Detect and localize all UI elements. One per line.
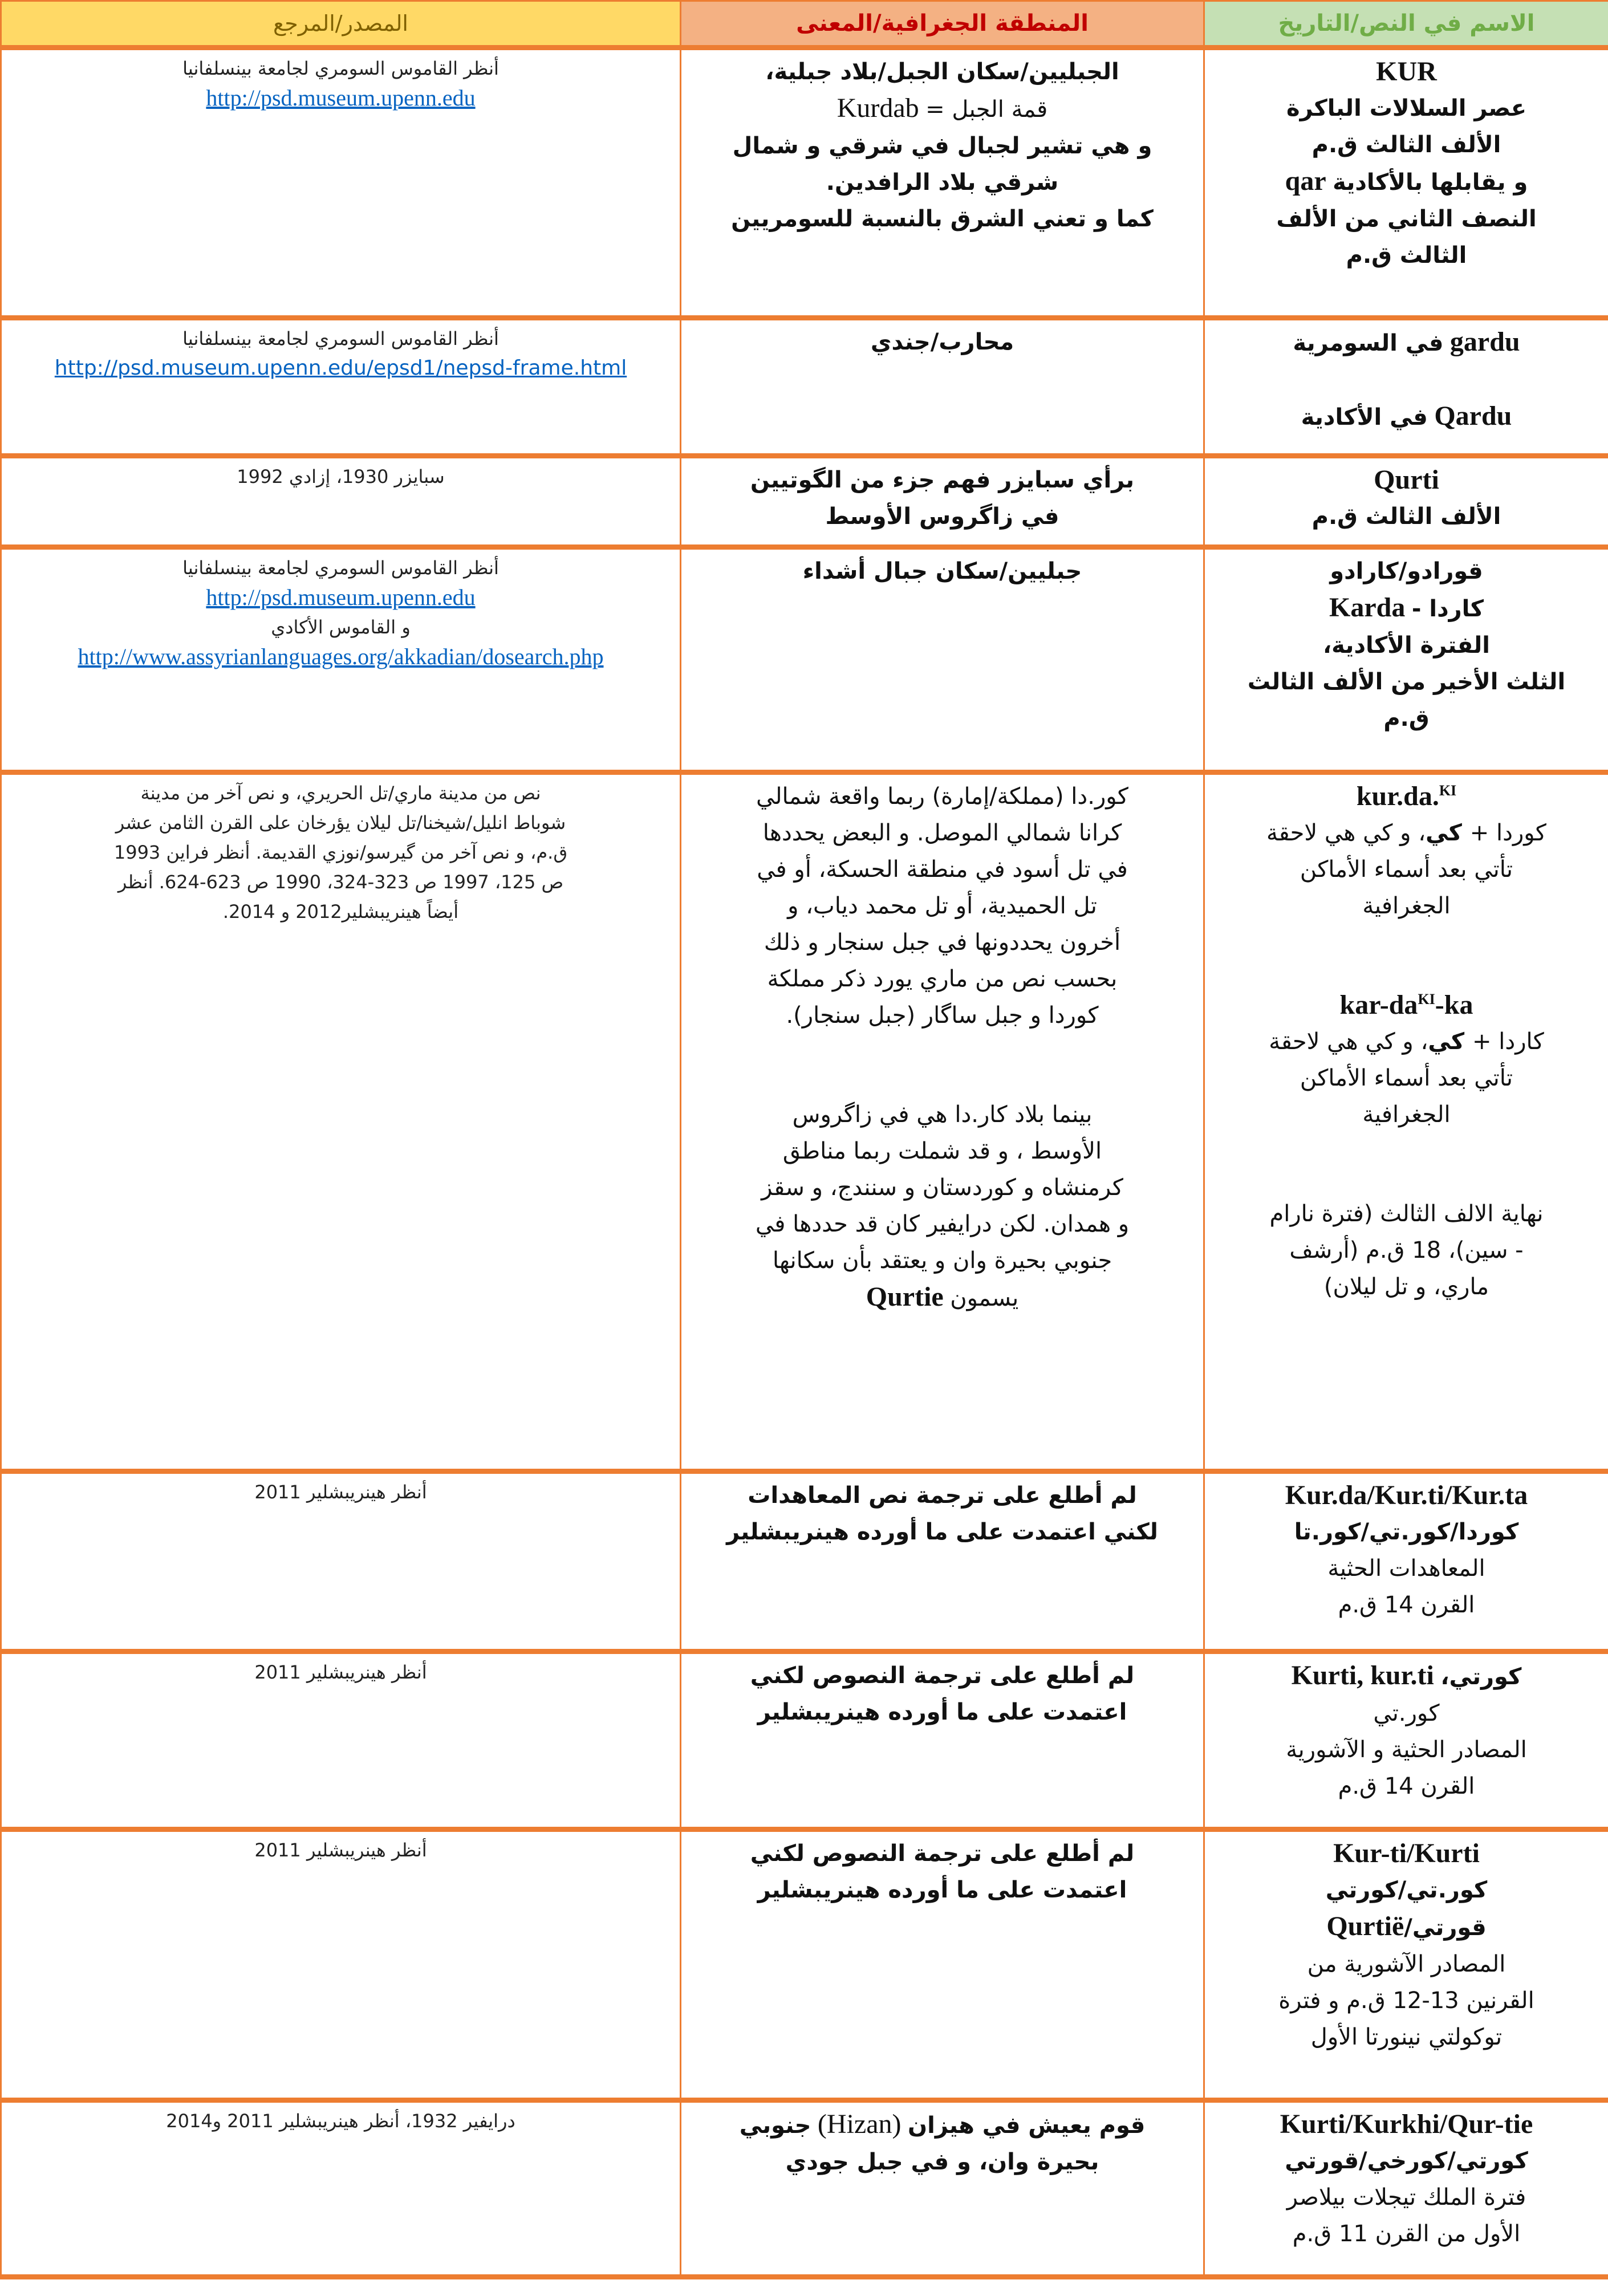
geo-line: و همدان. لكن درايفير كان قد حددها في [755, 1211, 1130, 1237]
source-text: أيضاً هينريبشلير2012 و 2014. [222, 901, 459, 923]
source-text: أنظر هينريبشلير 2011 [254, 1839, 427, 1861]
name-line: - سين)، 18 ق.م (أرشف [1289, 1237, 1524, 1263]
term-qurtie: Qurtië [1326, 1911, 1404, 1941]
header-region-meaning [681, 1, 1204, 48]
term-kur-ti: Kur-ti/Kurti [1333, 1838, 1480, 1868]
geo-line: تل الحميدية، أو تل محمد دياب، و [787, 893, 1097, 919]
name-line: تأتي بعد أسماء الأماكن [1300, 1065, 1513, 1091]
name-line: ، و كي هي لاحقة [1266, 820, 1426, 846]
name-line: توكولتي نينورتا الأول [1310, 2024, 1503, 2050]
term-kurti: Kurti, kur.ti [1291, 1660, 1434, 1690]
source-text: أنظر القاموس السومري لجامعة بينسلفانيا [182, 557, 499, 579]
term-qardu: Qardu [1434, 401, 1512, 431]
source-cell [1, 1652, 681, 1830]
name-line: نهاية الالف الثالث (فترة نارام [1269, 1201, 1544, 1227]
source-cell [1, 547, 681, 773]
name-cell [1204, 1652, 1608, 1830]
table-header-row [1, 1, 1608, 48]
source-text: نص من مدينة ماري/تل الحريري، و نص آخر من مدينة [140, 782, 541, 804]
term-hizan: (Hizan) [817, 2109, 902, 2139]
name-cell [1204, 1830, 1608, 2100]
name-line: الثالث ق.م [1346, 242, 1467, 269]
name-line: كورتي/كورخي/قورتي [1285, 2148, 1528, 2174]
source-link[interactable]: http://psd.museum.upenn.edu [206, 584, 476, 610]
term-gardu: gardu [1449, 327, 1520, 357]
geo-cell [681, 1830, 1204, 2100]
name-line: كاردا - [1411, 596, 1484, 622]
suffix-ki: كي [1426, 820, 1462, 846]
geo-line: قوم يعيش في هيزان [908, 2112, 1146, 2139]
name-line: القرنين 13-12 ق.م و فترة [1278, 1988, 1534, 2014]
source-text: شوباط انليل/شيخنا/تل ليلان يؤرخان على القرن الثامن عشر [115, 812, 566, 834]
geo-cell [681, 547, 1204, 773]
table-row [1, 773, 1608, 1472]
name-line: المصادر الحثية و الآشورية [1286, 1737, 1527, 1763]
term-suffix: -ka [1435, 990, 1473, 1020]
source-cell [1, 318, 681, 456]
geo-cell [681, 773, 1204, 1472]
geo-line: في زاگروس الأوسط [825, 503, 1059, 530]
name-cell [1204, 547, 1608, 773]
geo-line: اعتمدت على ما أورده هينريبشلير [757, 1699, 1127, 1725]
geo-line: شرقي بلاد الرافدين. [826, 169, 1059, 196]
name-line: تأتي بعد أسماء الأماكن [1300, 856, 1513, 883]
geo-line: لكني اعتمدت على ما أورده هينريبشلير [726, 1519, 1158, 1545]
source-text: سبايزر 1930، إزادي 1992 [237, 466, 445, 487]
geo-line: الأوسط ، و قد شملت ربما مناطق [782, 1138, 1102, 1164]
name-line: المصادر الآشورية من [1307, 1951, 1506, 1977]
header-name-label: الاسم في النص/التاريخ [1278, 10, 1535, 36]
name-line: النصف الثاني من الألف [1276, 206, 1537, 232]
source-text: أنظر هينريبشلير 2011 [254, 1661, 427, 1683]
geo-line: أخرون يحددونها في جبل سنجار و ذلك [764, 929, 1121, 956]
source-cell [1, 2100, 681, 2277]
table-row [1, 1472, 1608, 1652]
name-line: كوردا/كور.تي/كور.تا [1294, 1519, 1519, 1545]
name-line: الجغرافية [1362, 1102, 1451, 1128]
source-link[interactable]: http://psd.museum.upenn.edu/epsd1/nepsd-frame.html [54, 356, 627, 380]
source-text: ق.م، و نص آخر من گيرسو/نوزي القديمة. أنظر فراين 1993 [113, 842, 568, 863]
geo-line: في تل أسود في منطقة الحسكة، أو في [757, 856, 1128, 883]
name-line: المعاهدات الحثية [1327, 1555, 1485, 1582]
name-line: الأول من القرن 11 ق.م [1292, 2221, 1521, 2247]
table-row [1, 456, 1608, 547]
source-cell [1, 1472, 681, 1652]
geo-line: كرانا شمالي الموصل. و البعض يحددها [762, 820, 1122, 846]
header-name-date [1204, 1, 1608, 48]
geo-cell [681, 318, 1204, 456]
name-line: الجغرافية [1362, 893, 1451, 919]
geo-cell [681, 456, 1204, 547]
name-line: ماري، و تل ليلان) [1323, 1274, 1489, 1300]
table-row [1, 2100, 1608, 2277]
suffix-ki: كي [1428, 1029, 1465, 1055]
header-geo-label: المنطقة الجغرافية/المعنى [796, 10, 1089, 36]
name-line: القرن 14 ق.م [1338, 1773, 1475, 1799]
name-line: في السومرية [1293, 330, 1444, 356]
geo-line: لم أطلع على ترجمة النصوص لكني [750, 1840, 1135, 1867]
geo-line: بحسب نص من ماري يورد ذكر مملكة [767, 966, 1118, 992]
header-source-label: المصدر/المرجع [273, 11, 408, 36]
geo-line: كور.دا (مملكة/إمارة) ربما واقعة شمالي [756, 783, 1128, 810]
name-cell [1204, 48, 1608, 318]
geo-line: كوردا و جبل ساگار (جبل سنجار). [786, 1002, 1099, 1029]
term-qar: qar [1285, 166, 1326, 196]
geo-cell [681, 1472, 1204, 1652]
header-source-reference [1, 1, 681, 48]
geo-line: جبليين/سكان جبال أشداء [802, 558, 1082, 584]
source-cell [1, 48, 681, 318]
geo-line: لم أطلع على ترجمة النصوص لكني [750, 1663, 1135, 1689]
source-link[interactable]: http://psd.museum.upenn.edu [206, 85, 476, 111]
name-line: قورتي/ [1404, 1915, 1487, 1941]
superscript-ki: KI [1439, 782, 1457, 799]
geo-line: برأي سبايزر فهم جزء من الگوتيين [750, 467, 1135, 493]
name-cell [1204, 1472, 1608, 1652]
name-line: الثلث الأخير من الألف الثالث [1247, 669, 1566, 695]
name-cell [1204, 318, 1608, 456]
geo-line: لم أطلع على ترجمة نص المعاهدات [748, 1482, 1137, 1509]
term-kurdab: Kurdab [837, 93, 919, 123]
geo-cell [681, 2100, 1204, 2277]
term-qurti: Qurti [1374, 465, 1439, 495]
name-line: كور.تي [1373, 1700, 1440, 1726]
geo-line: كما و تعني الشرق بالنسبة للسومريين [731, 206, 1154, 232]
term-kurda-ki: kur.da. [1356, 781, 1439, 811]
term-qurtie: Qurtie [866, 1282, 944, 1312]
name-cell [1204, 2100, 1608, 2277]
source-link[interactable]: http://www.assyrianlanguages.org/akkadian/dosearch.php [78, 644, 604, 669]
geo-line: الجبليين/سكان الجبل/بلاد جبلية، [765, 59, 1119, 85]
name-line: الألف الثالث ق.م [1311, 132, 1501, 158]
term-kurti-kurkhi-qurtie: Kurti/Kurkhi/Qur-tie [1280, 2109, 1533, 2139]
table-row [1, 1830, 1608, 2100]
name-line: الألف الثالث ق.م [1311, 503, 1501, 530]
source-text: أنظر القاموس السومري لجامعة بينسلفانيا [182, 58, 499, 79]
geo-line: بينما بلاد كار.دا هي في زاگروس [792, 1102, 1093, 1128]
geo-cell [681, 48, 1204, 318]
term-karda-ki-ka: kar-da [1339, 990, 1418, 1020]
name-line: ق.م [1383, 705, 1430, 732]
name-line: كور.تي/كورتي [1325, 1877, 1488, 1903]
table-row [1, 48, 1608, 318]
name-line: في الأكادية [1301, 404, 1428, 430]
name-line: كوردا + [1469, 820, 1546, 846]
term-kurda-kurti-kurta: Kur.da/Kur.ti/Kur.ta [1285, 1480, 1528, 1510]
table-row [1, 1652, 1608, 1830]
geo-line: جنوبي بحيرة وان و يعتقد بأن سكانها [772, 1247, 1112, 1274]
geo-line: يسمون [950, 1285, 1019, 1311]
source-text: و القاموس الأكادي [271, 616, 411, 638]
source-cell [1, 1830, 681, 2100]
name-cell [1204, 456, 1608, 547]
table-row [1, 318, 1608, 456]
name-cell [1204, 773, 1608, 1472]
source-text: درايفير 1932، أنظر هينريبشلير 2011 و2014 [166, 2110, 515, 2132]
geo-line: جنوبي [739, 2112, 811, 2139]
name-line: كاردا + [1472, 1029, 1544, 1055]
name-line: و يقابلها بالأكادية [1333, 169, 1528, 196]
geo-line: اعتمدت على ما أورده هينريبشلير [757, 1877, 1127, 1903]
source-cell [1, 456, 681, 547]
geo-line: محارب/جندي [870, 329, 1014, 355]
name-line: قورادو/كارادو [1330, 558, 1483, 584]
source-text: أنظر هينريبشلير 2011 [254, 1481, 427, 1503]
term-karda: Karda [1329, 592, 1406, 623]
name-line: القرن 14 ق.م [1338, 1592, 1475, 1618]
name-line: فترة الملك تيجلات بيلاصر [1286, 2184, 1526, 2210]
geo-cell [681, 1652, 1204, 1830]
name-line: ، و كي هي لاحقة [1269, 1029, 1428, 1055]
superscript-ki: KI [1418, 991, 1435, 1007]
source-text: أنظر القاموس السومري لجامعة بينسلفانيا [182, 328, 499, 350]
source-text: ص 125، 1997 ص 323-324، 1990 ص 623-624. أنظر [117, 871, 564, 893]
geo-line: كرمنشاه و كوردستان و سنندج، و سقز [761, 1175, 1123, 1201]
name-line: عصر السلالات الباكرة [1286, 95, 1527, 121]
geo-line: و هي تشير لجبال في شرقي و شمال [732, 133, 1152, 159]
source-cell [1, 773, 681, 1472]
geo-line: بحيرة وان، و في جبل جودي [785, 2149, 1099, 2175]
name-line: الفترة الأكادية، [1322, 632, 1491, 659]
table-row [1, 547, 1608, 773]
geo-line: قمة الجبل = [925, 96, 1048, 123]
name-line: كورتي، [1440, 1664, 1522, 1690]
term-kur: KUR [1376, 56, 1437, 87]
